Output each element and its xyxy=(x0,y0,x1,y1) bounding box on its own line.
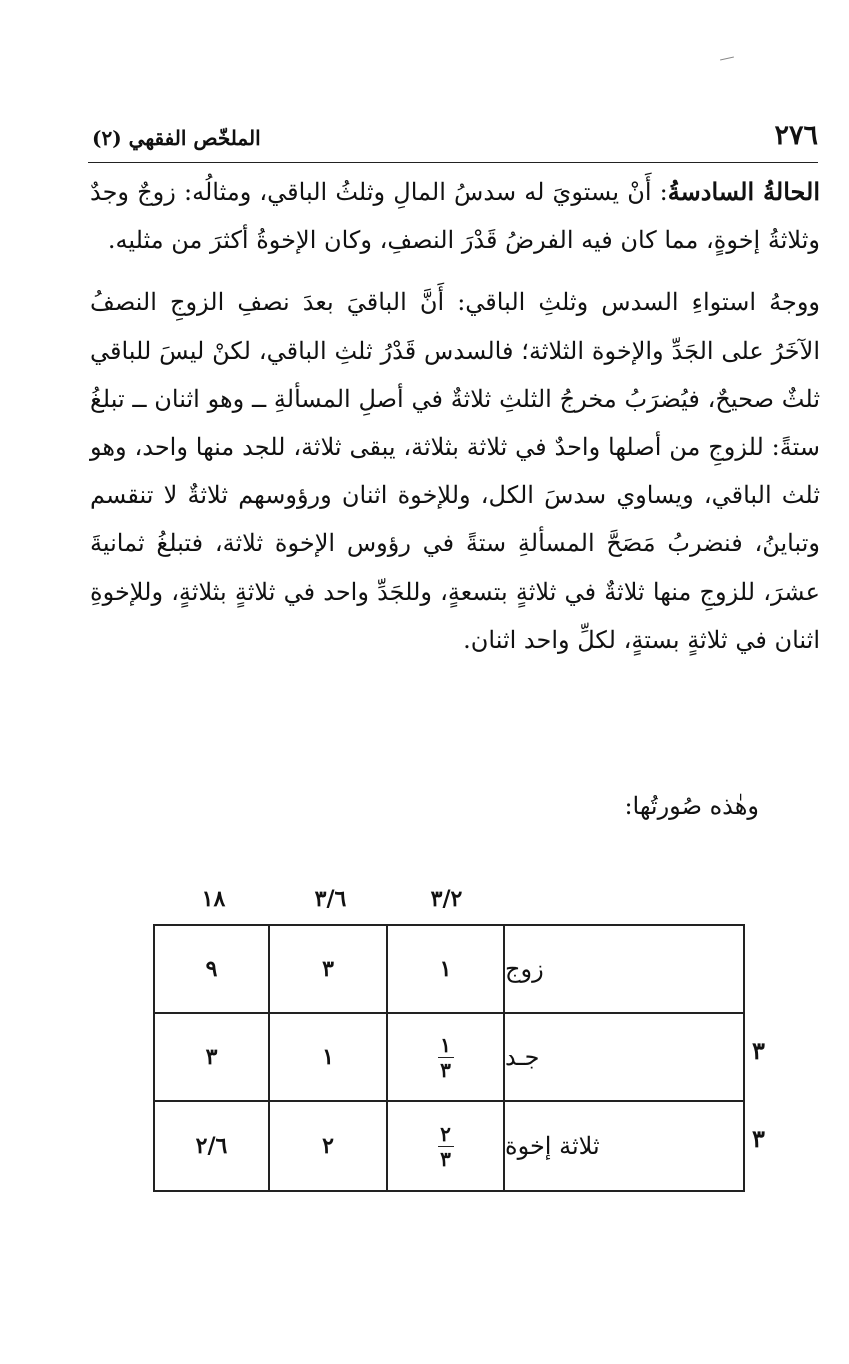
cell-heir-name: زوج xyxy=(505,955,544,983)
top-label-total: ١٨ xyxy=(201,886,226,912)
table-top-labels xyxy=(155,886,505,920)
table-row xyxy=(155,1014,743,1102)
cell-middle-share: ١ xyxy=(270,1014,388,1100)
fraction xyxy=(438,1121,454,1171)
top-label-base: ٣/٢ xyxy=(430,886,463,912)
cell-base-share xyxy=(388,1014,505,1100)
row-outside-label: ٣ xyxy=(752,1124,765,1153)
cell-heir-name: ثلاثة إخوة xyxy=(505,1132,600,1160)
cell-final-share: ٢/٦ xyxy=(155,1102,270,1190)
paragraph-lead: الحالةُ السادسةُ xyxy=(667,177,820,206)
table-row xyxy=(155,1102,743,1190)
book-title: الملخّص الفقهي (٢) xyxy=(92,126,261,150)
fraction-numerator: ١ xyxy=(440,1032,451,1057)
cell-base-share xyxy=(388,1102,505,1190)
fraction-numerator: ٢ xyxy=(440,1121,451,1146)
cell-middle-share: ٢ xyxy=(270,1102,388,1190)
fraction-denominator: ٣ xyxy=(440,1057,451,1082)
cell-heir-name: جـد xyxy=(505,1043,540,1071)
fraction-denominator: ٣ xyxy=(440,1146,451,1171)
paragraph-explanation xyxy=(90,278,820,664)
page-number: ٢٧٦ xyxy=(774,120,818,151)
table-intro: وهٰذه صُورتُها: xyxy=(624,792,759,820)
row-outside-label: ٣ xyxy=(752,1036,765,1065)
cell-final-share: ٩ xyxy=(155,926,270,1012)
paragraph-text: ووجهُ استواءِ السدس وثلثِ الباقي: أَنَّ الباقيَ بعدَ نصفِ الزوجِ النصفُ الآخَرُ على الجَدِّ والإخوة الثلاثة؛ فالسدس قَدْرُ ثلثِ الباقي، لكنْ ليسَ للباقي ثلثٌ صحيحٌ، فيُضرَبُ مخرجُ الثلثِ ثلاثةٌ في أصلِ المسألةِ ــ وهو اثنان ــ تبلغُ ستةً: للزوجِ من أصلها واحدٌ في ثلاثة بثلاثة، يبقى ثلاثة، للجد منها واحد، وهو ثلث الباقي، ويساوي سدسَ الكل، وللإخوة اثنان ورؤوسهم ثلاثةٌ لا تنقسم وتباينُ، فنضربُ مَصَحَّ المسألةِ ستةً في رؤوس الإخوة ثلاثة، فتبلغُ ثمانيةَ عشرَ، للزوجِ منها ثلاثةٌ في ثلاثةٍ بتسعةٍ، وللجَدِّ واحد في ثلاثةٍ بثلاثةٍ، وللإخوةِ اثنان في ثلاثةٍ بستةٍ، لكلِّ واحد اثنان. xyxy=(90,288,820,654)
fraction xyxy=(438,1032,454,1082)
top-label-middle: ٣/٦ xyxy=(314,886,347,912)
corner-mark xyxy=(720,57,734,61)
inheritance-table xyxy=(153,924,745,1192)
paragraph-case-six xyxy=(90,168,820,264)
cell-final-share: ٣ xyxy=(155,1014,270,1100)
cell-middle-share: ٣ xyxy=(270,926,388,1012)
body-text xyxy=(90,168,820,664)
paragraph-text: : أَنْ يستويَ له سدسُ المالِ وثلثُ الباقي، ومثالُه: زوجٌ وجدٌ وثلاثةُ إخوةٍ، مما كان فيه الفرضُ قَدْرَ النصفِ، وكان الإخوةُ أكثرَ من مثليه. xyxy=(90,178,820,255)
table-row xyxy=(155,926,743,1014)
cell-base-share: ١ xyxy=(388,926,505,1012)
page-header xyxy=(88,118,818,163)
